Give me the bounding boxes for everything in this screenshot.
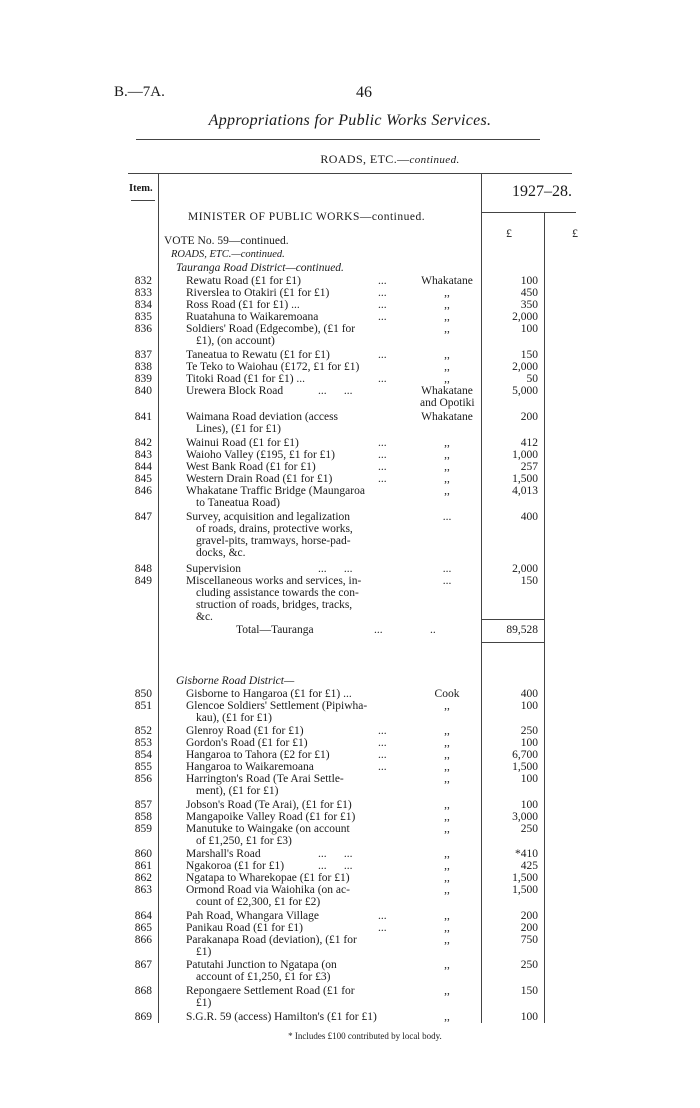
- row-description: Titoki Road (£1 for £1) ...: [186, 373, 306, 385]
- row-electorate: ,,: [444, 349, 450, 361]
- table-row: [0, 823, 700, 847]
- table-row: [0, 910, 700, 922]
- row-amount: 50: [526, 373, 538, 385]
- row-description-cont2: gravel-pits, tramways, horse-pad-: [196, 535, 351, 547]
- item-number: 833: [134, 287, 152, 299]
- table-row: [0, 287, 700, 299]
- table-row: [0, 437, 700, 449]
- total-dots-2: ..: [430, 624, 436, 636]
- item-number: 837: [134, 349, 152, 361]
- item-number: 834: [134, 299, 152, 311]
- row-electorate: ,,: [444, 959, 450, 971]
- row-description-cont: £1), (on account): [196, 335, 275, 347]
- total-rule: [481, 619, 545, 620]
- row-description: Hangaroa to Tahora (£2 for £1): [186, 749, 330, 761]
- item-number: 858: [134, 811, 152, 823]
- table-row: [0, 959, 700, 983]
- item-number: 850: [134, 688, 152, 700]
- row-amount: 750: [520, 934, 538, 946]
- year-column-header: 1927–28.: [512, 183, 572, 200]
- ministry-heading: MINISTER OF PUBLIC WORKS—continued.: [188, 211, 426, 223]
- row-description-cont: £1): [196, 997, 212, 1009]
- row-electorate: ,,: [444, 773, 450, 785]
- table-row: [0, 725, 700, 737]
- total-amount: 89,528: [506, 624, 538, 636]
- row-description: Waimana Road deviation (access: [186, 411, 339, 423]
- table-row: [0, 385, 700, 409]
- item-number: 844: [134, 461, 152, 473]
- row-description: Whakatane Traffic Bridge (Maungaroa: [186, 485, 365, 497]
- row-electorate: Whakatane: [421, 411, 473, 423]
- table-row: [0, 275, 700, 287]
- item-number: 864: [134, 910, 152, 922]
- row-amount: 4,013: [512, 485, 538, 497]
- row-amount: 5,000: [512, 385, 538, 397]
- item-number: 836: [134, 323, 152, 335]
- row-description: Panikau Road (£1 for £1): [186, 922, 303, 934]
- row-leader-dots: ...: [378, 373, 387, 385]
- row-description: Mangapoike Valley Road (£1 for £1): [186, 811, 356, 823]
- row-electorate: ,,: [444, 323, 450, 335]
- row-amount: 350: [520, 299, 538, 311]
- row-amount: 250: [520, 959, 538, 971]
- row-electorate: ,,: [444, 287, 450, 299]
- row-electorate: ...: [442, 575, 452, 587]
- table-row: [0, 688, 700, 700]
- row-description-cont: kau), (£1 for £1): [196, 712, 273, 724]
- table-row: [0, 1011, 700, 1023]
- table-row: [0, 461, 700, 473]
- item-number: 859: [134, 823, 152, 835]
- row-description: Supervision: [186, 563, 241, 575]
- table-row: [0, 985, 700, 1009]
- row-description: Ruatahuna to Waikaremoana: [186, 311, 319, 323]
- row-amount: 1,500: [512, 872, 538, 884]
- row-leader-dots: ...: [378, 275, 387, 287]
- row-electorate: ,,: [444, 823, 450, 835]
- row-description-cont: of roads, drains, protective works,: [196, 523, 353, 535]
- row-electorate: ,,: [444, 811, 450, 823]
- item-number: 852: [134, 725, 152, 737]
- table-row: [0, 449, 700, 461]
- row-leader-dots: ...: [378, 461, 387, 473]
- row-amount: 257: [520, 461, 538, 473]
- section-title: [0, 152, 700, 167]
- total-label: Total—Tauranga: [236, 624, 314, 636]
- row-amount: 412: [520, 437, 538, 449]
- table-row: [0, 700, 700, 724]
- row-leader-dots: ...: [378, 287, 387, 299]
- row-description: Marshall's Road: [186, 848, 261, 860]
- item-number: 860: [134, 848, 152, 860]
- row-electorate: ,,: [444, 860, 450, 872]
- table-row: [0, 884, 700, 908]
- table-row: [0, 311, 700, 323]
- footnote: * Includes £100 contributed by local body.: [288, 1031, 442, 1041]
- item-number: 849: [134, 575, 152, 587]
- row-amount: 2,000: [512, 361, 538, 373]
- table-row: [0, 485, 700, 509]
- tauranga-district-heading: Tauranga Road District—continued.: [176, 262, 344, 274]
- row-electorate: ,,: [444, 437, 450, 449]
- row-description: Ross Road (£1 for £1) ...: [186, 299, 300, 311]
- row-description-cont3: docks, &c.: [196, 547, 246, 559]
- row-description-cont: of £1,250, £1 for £3): [196, 835, 292, 847]
- row-description: Rewatu Road (£1 for £1): [186, 275, 301, 287]
- row-electorate: ,,: [444, 725, 450, 737]
- row-leader-dots: ... ...: [318, 385, 353, 397]
- gisborne-district-heading: Gisborne Road District—: [176, 675, 295, 687]
- row-electorate: ,,: [444, 461, 450, 473]
- row-description-cont: ment), (£1 for £1): [196, 785, 279, 797]
- row-description: Manutuke to Waingake (on account: [186, 823, 350, 835]
- row-description: Taneatua to Rewatu (£1 for £1): [186, 349, 330, 361]
- item-number: 865: [134, 922, 152, 934]
- row-electorate: ,,: [444, 361, 450, 373]
- row-electorate: ,,: [444, 749, 450, 761]
- table-row: [0, 799, 700, 811]
- row-description-cont: account of £1,250, £1 for £3): [196, 971, 331, 983]
- item-number: 840: [134, 385, 152, 397]
- item-number: 846: [134, 485, 152, 497]
- item-number: 842: [134, 437, 152, 449]
- item-number: 866: [134, 934, 152, 946]
- item-number: 843: [134, 449, 152, 461]
- row-leader-dots: ...: [378, 761, 387, 773]
- table-row: [0, 575, 700, 623]
- row-description: Pah Road, Whangara Village: [186, 910, 320, 922]
- section-title-text: ROADS, ETC.—: [320, 152, 410, 166]
- row-description: S.G.R. 59 (access) Hamilton's (£1 for £1): [186, 1011, 377, 1023]
- row-description: Wainui Road (£1 for £1): [186, 437, 299, 449]
- item-number: 869: [134, 1011, 152, 1023]
- table-row: [0, 299, 700, 311]
- table-row: [0, 872, 700, 884]
- row-electorate: ,,: [444, 485, 450, 497]
- row-leader-dots: ...: [378, 299, 387, 311]
- row-description: Western Drain Road (£1 for £1): [186, 473, 333, 485]
- item-number: 841: [134, 411, 152, 423]
- row-description: Te Teko to Waiohau (£172, £1 for £1): [186, 361, 360, 373]
- row-leader-dots: ... ...: [318, 860, 353, 872]
- row-leader-dots: ...: [378, 349, 387, 361]
- row-description-cont2: struction of roads, bridges, tracks,: [196, 599, 353, 611]
- row-leader-dots: ...: [378, 311, 387, 323]
- item-number: 853: [134, 737, 152, 749]
- row-leader-dots: ...: [378, 922, 387, 934]
- row-electorate: ,,: [444, 700, 450, 712]
- row-amount: 250: [520, 725, 538, 737]
- row-leader-dots: ...: [378, 449, 387, 461]
- row-amount: 2,000: [512, 311, 538, 323]
- table-row: [0, 361, 700, 373]
- item-number: 861: [134, 860, 152, 872]
- table-row: [0, 511, 700, 559]
- row-amount: 100: [520, 737, 538, 749]
- item-number: 867: [134, 959, 152, 971]
- row-description: Jobson's Road (Te Arai), (£1 for £1): [186, 799, 352, 811]
- item-number: 862: [134, 872, 152, 884]
- row-amount: 250: [520, 823, 538, 835]
- row-description: Gisborne to Hangaroa (£1 for £1) ...: [186, 688, 352, 700]
- table-row: [0, 811, 700, 823]
- table-row: [0, 411, 700, 435]
- row-description: Survey, acquisition and legalization: [186, 511, 351, 523]
- row-amount: 1,500: [512, 473, 538, 485]
- table-top-rule: [128, 173, 572, 174]
- row-electorate: ...: [442, 511, 452, 523]
- table-row: [0, 749, 700, 761]
- row-amount: *410: [515, 848, 538, 860]
- row-description: Waioho Valley (£195, £1 for £1): [186, 449, 335, 461]
- item-number: 832: [134, 275, 152, 287]
- table-row: [0, 773, 700, 797]
- row-description-cont: cluding assistance towards the con-: [196, 587, 359, 599]
- table-row: [0, 922, 700, 934]
- row-electorate: ,,: [444, 884, 450, 896]
- table-row: [0, 934, 700, 958]
- row-leader-dots: ... ...: [318, 848, 353, 860]
- row-electorate: ...: [442, 563, 452, 575]
- row-leader-dots: ... ...: [318, 563, 353, 575]
- row-electorate: Whakatane: [421, 385, 473, 397]
- row-electorate: ,,: [444, 848, 450, 860]
- document-code: B.—7A.: [114, 84, 165, 100]
- row-amount: 100: [520, 275, 538, 287]
- row-amount: 100: [520, 799, 538, 811]
- item-number: 847: [134, 511, 152, 523]
- table-row: [0, 323, 700, 347]
- row-amount: 400: [520, 511, 538, 523]
- row-electorate: ,,: [444, 872, 450, 884]
- row-leader-dots: ...: [378, 473, 387, 485]
- roads-subheading: ROADS, ETC.—continued.: [171, 249, 285, 260]
- table-row: [0, 473, 700, 485]
- row-leader-dots: ...: [378, 437, 387, 449]
- row-description: Parakanapa Road (deviation), (£1 for: [186, 934, 357, 946]
- row-amount: 450: [520, 287, 538, 299]
- row-amount: 425: [520, 860, 538, 872]
- table-row: [0, 563, 700, 575]
- page-title: Appropriations for Public Works Services.: [208, 112, 492, 129]
- row-electorate-cont: and Opotiki: [420, 397, 475, 409]
- item-number: 856: [134, 773, 152, 785]
- total-dots: ...: [374, 624, 383, 636]
- row-leader-dots: ...: [378, 737, 387, 749]
- row-electorate: Cook: [434, 688, 460, 700]
- item-number: 868: [134, 985, 152, 997]
- row-electorate: ,,: [444, 449, 450, 461]
- row-electorate: ,,: [444, 985, 450, 997]
- row-amount: 2,000: [512, 563, 538, 575]
- row-description: West Bank Road (£1 for £1): [186, 461, 316, 473]
- item-number: 839: [134, 373, 152, 385]
- item-number: 857: [134, 799, 152, 811]
- row-leader-dots: ...: [378, 749, 387, 761]
- row-description: Ngakoroa (£1 for £1): [186, 860, 285, 872]
- row-leader-dots: ...: [378, 725, 387, 737]
- row-amount: 150: [520, 985, 538, 997]
- total-bottom-rule: [481, 642, 545, 643]
- row-description: Hangaroa to Waikaremoana: [186, 761, 314, 773]
- row-amount: 200: [520, 910, 538, 922]
- row-amount: 400: [520, 688, 538, 700]
- row-amount: 1,500: [512, 884, 538, 896]
- header-rule: [136, 139, 540, 140]
- row-leader-dots: ...: [378, 910, 387, 922]
- item-number: 855: [134, 761, 152, 773]
- row-description: Repongaere Settlement Road (£1 for: [186, 985, 355, 997]
- row-amount: 150: [520, 349, 538, 361]
- row-description: Glencoe Soldiers' Settlement (Pipiwha-: [186, 700, 368, 712]
- table-row: [0, 848, 700, 860]
- row-amount: 1,000: [512, 449, 538, 461]
- item-number: 854: [134, 749, 152, 761]
- row-electorate: ,,: [444, 799, 450, 811]
- row-electorate: ,,: [444, 910, 450, 922]
- row-description-cont: count of £2,300, £1 for £2): [196, 896, 321, 908]
- row-electorate: ,,: [444, 934, 450, 946]
- row-description-cont: £1): [196, 946, 212, 958]
- item-number: 851: [134, 700, 152, 712]
- row-description: Miscellaneous works and services, in-: [186, 575, 362, 587]
- row-description-cont: to Taneatua Road): [196, 497, 280, 509]
- item-column-header: Item.: [129, 183, 153, 194]
- table-row: [0, 761, 700, 773]
- row-description: Urewera Block Road: [186, 385, 284, 397]
- row-amount: 200: [520, 411, 538, 423]
- table-row: [0, 373, 700, 385]
- row-amount: 100: [520, 1011, 538, 1023]
- row-amount: 3,000: [512, 811, 538, 823]
- row-amount: 100: [520, 700, 538, 712]
- row-description: Glenroy Road (£1 for £1): [186, 725, 304, 737]
- row-description-cont: Lines), (£1 for £1): [196, 423, 281, 435]
- item-number: 835: [134, 311, 152, 323]
- row-amount: 100: [520, 323, 538, 335]
- item-number: 845: [134, 473, 152, 485]
- item-number: 838: [134, 361, 152, 373]
- row-description: Gordon's Road (£1 for £1): [186, 737, 308, 749]
- table-row: [0, 860, 700, 872]
- row-amount: 200: [520, 922, 538, 934]
- row-description: Patutahi Junction to Ngatapa (on: [186, 959, 337, 971]
- row-electorate: Whakatane: [421, 275, 473, 287]
- item-header-rule: [131, 200, 155, 201]
- row-description: Riverslea to Otakiri (£1 for £1): [186, 287, 330, 299]
- item-number: 848: [134, 563, 152, 575]
- row-electorate: ,,: [444, 761, 450, 773]
- row-electorate: ,,: [444, 373, 450, 385]
- section-title-cont: continued.: [409, 154, 460, 166]
- row-electorate: ,,: [444, 922, 450, 934]
- row-description: Soldiers' Road (Edgecombe), (£1 for: [186, 323, 356, 335]
- row-amount: 150: [520, 575, 538, 587]
- pound-sign-2: £: [572, 226, 578, 240]
- item-number: 863: [134, 884, 152, 896]
- row-electorate: ,,: [444, 737, 450, 749]
- row-amount: 100: [520, 773, 538, 785]
- page-number: 46: [356, 84, 372, 101]
- pound-sign-1: £: [506, 226, 512, 240]
- row-electorate: ,,: [444, 1011, 450, 1023]
- table-row: [0, 349, 700, 361]
- row-description: Ngatapa to Wharekopae (£1 for £1): [186, 872, 350, 884]
- row-description-cont3: &c.: [196, 611, 213, 623]
- vote-heading: VOTE No. 59—continued.: [164, 235, 289, 247]
- row-description: Ormond Road via Waiohika (on ac-: [186, 884, 350, 896]
- table-row: [0, 737, 700, 749]
- row-electorate: ,,: [444, 311, 450, 323]
- row-description: Harrington's Road (Te Arai Settle-: [186, 773, 344, 785]
- row-electorate: ,,: [444, 299, 450, 311]
- row-amount: 1,500: [512, 761, 538, 773]
- row-amount: 6,700: [512, 749, 538, 761]
- row-electorate: ,,: [444, 473, 450, 485]
- year-header-rule: [481, 212, 576, 213]
